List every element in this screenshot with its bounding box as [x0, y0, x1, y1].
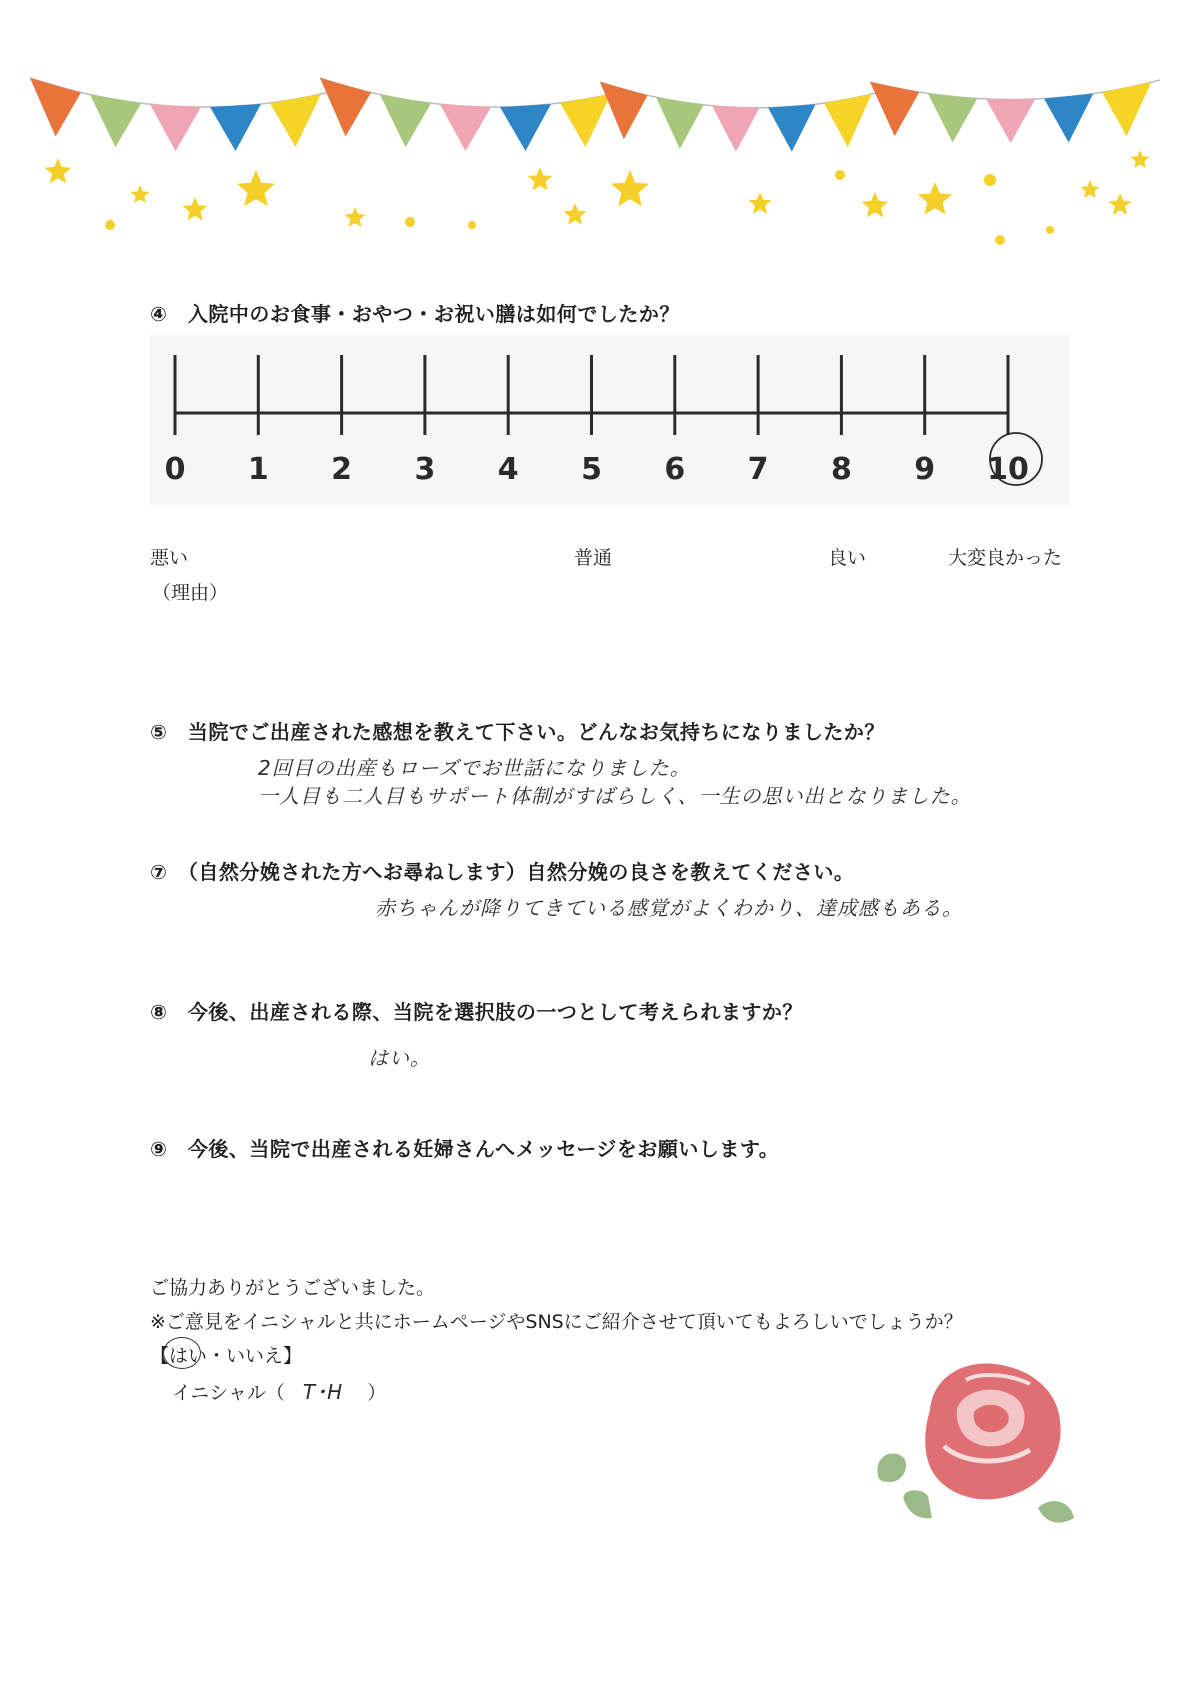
scale-tick-label: 5	[581, 452, 602, 487]
star-icon	[1109, 193, 1132, 215]
bunting-flag	[380, 95, 431, 148]
star-dot	[1046, 226, 1054, 234]
q7-answer: 赤ちゃんが降りてきている感覚がよくわかり、達成感もある。	[375, 896, 963, 920]
star-icon	[749, 192, 772, 214]
reason-label: （理由）	[152, 582, 229, 604]
q5-answer-line2: 一人目も二人目もサポート体制がすばらしく、一生の思い出となりました。	[258, 784, 972, 808]
star-icon	[237, 170, 275, 206]
consent-yes-option[interactable]	[169, 1341, 207, 1368]
star-dot	[105, 220, 115, 230]
star-icon	[862, 192, 889, 217]
star-icon	[345, 207, 366, 227]
scale-tick-label: 3	[414, 452, 436, 487]
star-icon	[564, 203, 587, 225]
bunting-flag	[210, 104, 261, 151]
bunting-flag	[600, 82, 648, 139]
initials-row	[172, 1376, 386, 1405]
bunting-flag	[712, 106, 760, 152]
bunting-flag	[270, 94, 321, 147]
question-5-title: ⑤ 当院でご出産された感想を教えて下さい。どんなお気持ちになりましたか？	[150, 720, 885, 744]
bunting-flag	[320, 78, 371, 137]
bunting-flag	[986, 99, 1035, 143]
initials-value: T･H	[302, 1380, 344, 1404]
consent-yes-label: はい	[169, 1345, 208, 1367]
bunting-flag	[440, 104, 491, 151]
star-dot	[995, 235, 1005, 245]
thanks-text: ご協力ありがとうございました。	[150, 1277, 436, 1299]
bunting-flag	[30, 78, 81, 137]
bunting-flag	[656, 97, 704, 149]
initials-label: イニシャル（	[172, 1382, 285, 1404]
star-dot	[835, 170, 845, 180]
star-dot	[468, 221, 476, 229]
question-4-title: ④ 入院中のお食事・おやつ・お祝い膳は如何でしたか？	[150, 302, 680, 326]
question-7-title: ⑦ （自然分娩された方へお尋ねします）自然分娩の良さを教えてください。	[150, 860, 855, 884]
star-icon	[1131, 150, 1150, 168]
star-icon	[183, 197, 208, 221]
star-icon	[528, 167, 553, 191]
consent-options	[150, 1341, 302, 1368]
scale-label-good: 良い	[828, 547, 867, 569]
rose-illustration	[870, 1350, 1100, 1560]
scale-tick-label: 8	[830, 452, 852, 487]
star-icon	[611, 170, 649, 206]
consent-open: 【	[150, 1345, 170, 1367]
initials-close: ）	[367, 1382, 387, 1404]
scale-tick-label: 2	[331, 452, 353, 487]
bunting-decoration	[0, 0, 1190, 260]
scale-tick-label: 4	[497, 452, 519, 487]
rating-scale	[150, 335, 1070, 505]
star-icon	[918, 182, 952, 215]
scale-tick-label: 9	[914, 452, 936, 487]
star-dot	[984, 174, 996, 186]
scale-label-bad: 悪い	[150, 547, 189, 569]
star-icon	[45, 158, 72, 183]
consent-no-option[interactable]: ・いいえ】	[207, 1345, 303, 1367]
bunting-flag	[500, 104, 551, 151]
scale-label-very-good: 大変良かった	[948, 547, 1063, 569]
bunting-flag	[824, 94, 872, 147]
consent-question: ※ご意見をイニシャルと共にホームページやSNSにご紹介させて頂いてもよろしいでしょうか？	[150, 1311, 963, 1333]
star-icon	[1081, 180, 1100, 198]
bunting-flag	[768, 104, 816, 151]
scale-tick-label: 10	[987, 452, 1029, 487]
selected-circle-mark	[163, 1337, 201, 1369]
bunting-flag	[90, 95, 141, 148]
scale-label-normal: 普通	[574, 547, 613, 569]
question-9-title: ⑨ 今後、当院で出産される妊婦さんへメッセージをお願いします。	[150, 1137, 780, 1161]
star-dot	[405, 217, 415, 227]
bunting-flag	[560, 94, 611, 147]
bunting-flag	[150, 104, 201, 151]
star-icon	[131, 185, 150, 203]
scale-tick-label: 1	[247, 452, 269, 487]
bunting-flag	[928, 93, 977, 142]
question-8-title: ⑧ 今後、出産される際、当院を選択肢の一つとして考えられますか？	[150, 1000, 803, 1024]
scale-tick-label: 0	[164, 452, 186, 487]
scale-tick-label: 6	[664, 452, 686, 487]
rose-head	[925, 1363, 1060, 1499]
bunting-flag	[1044, 94, 1093, 143]
q8-answer: はい。	[368, 1046, 431, 1070]
scale-tick-label: 7	[747, 452, 769, 487]
q5-answer-line1: 2回目の出産もローズでお世話になりました。	[258, 756, 691, 780]
